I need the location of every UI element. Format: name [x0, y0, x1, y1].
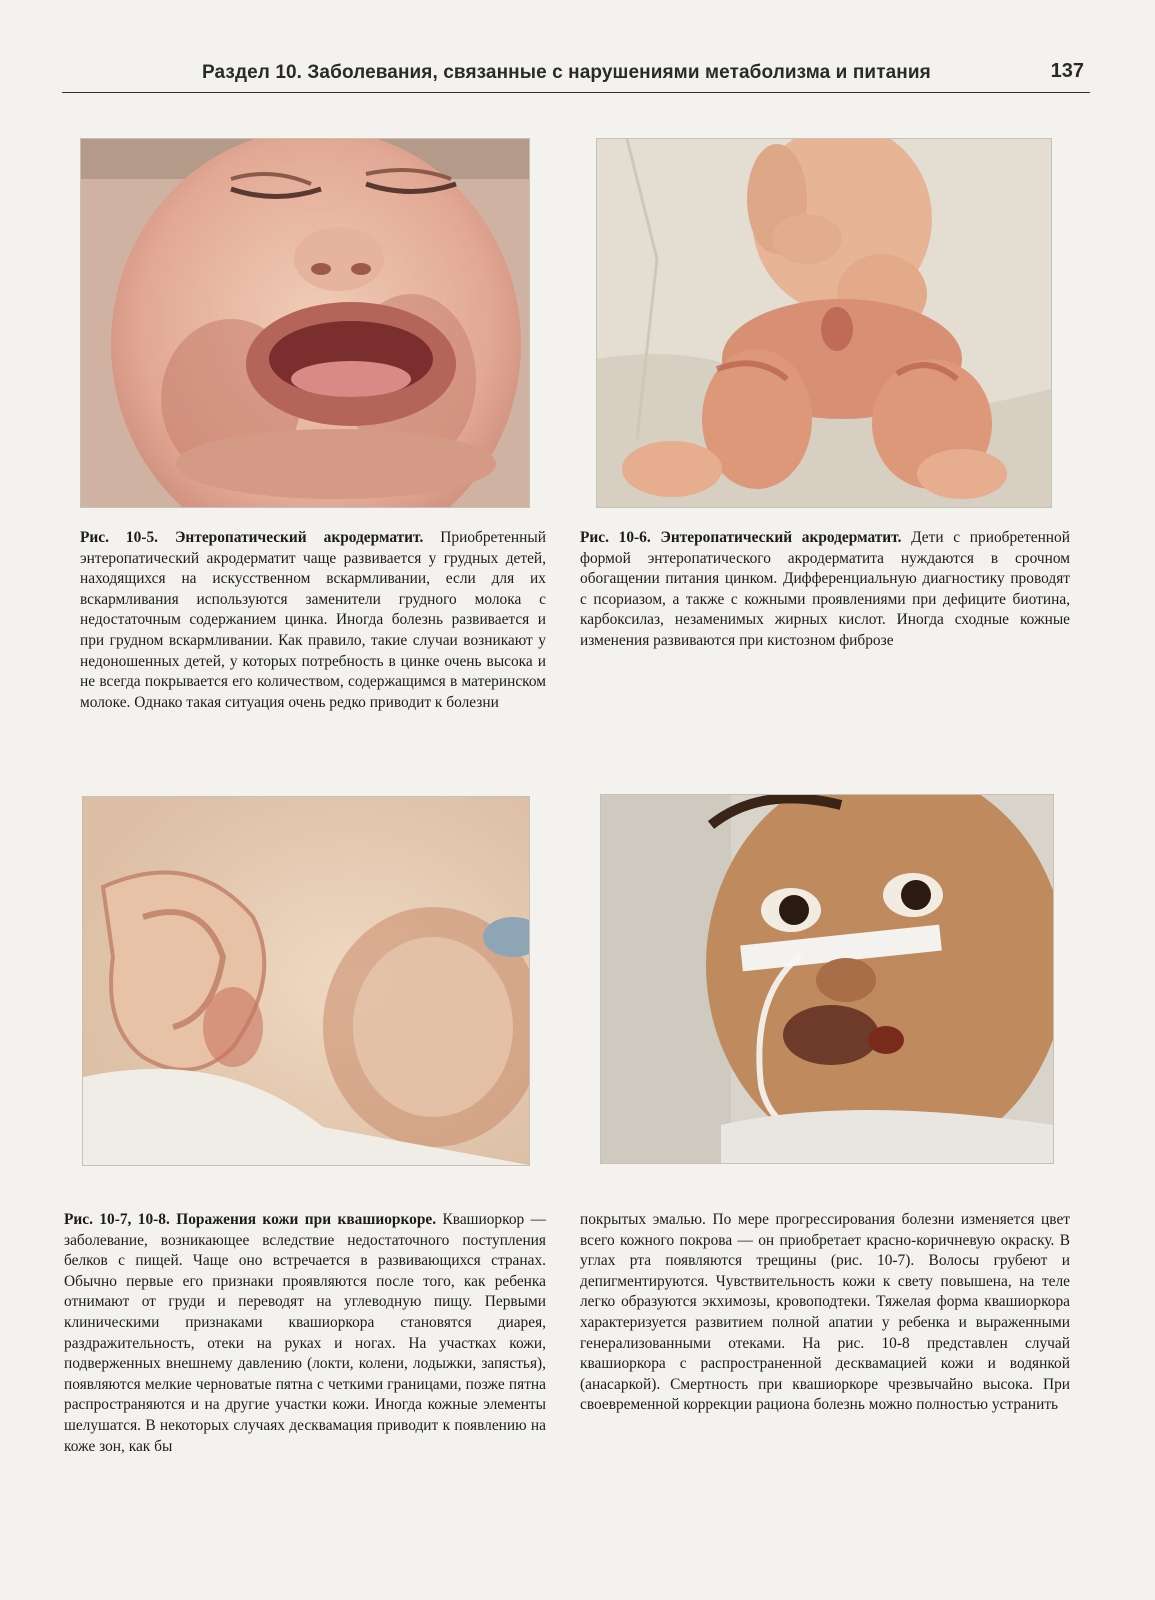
caption-text: Дети с приобретенной формой энтеропатического акродерматита нуждаются в срочном обогащении питания цинком. Дифференциальную диагностику проводят с псориазом, а также с кожными проявлениями при дефиците биотина, карбоксилаз, незаменимых жирных кислот. Иногда сходные кожные изменения развиваются при кистозном фиброзе	[580, 529, 1070, 649]
infant-face-illustration	[81, 139, 529, 507]
photo-fig-10-6	[596, 138, 1052, 508]
photo-fig-10-5	[80, 138, 530, 508]
page-number: 137	[1050, 60, 1084, 82]
caption-label: Рис. 10-6. Энтеропатический акродерматит.	[580, 529, 912, 546]
ear-cheek-illustration	[83, 797, 529, 1165]
caption-label: Рис. 10-5. Энтеропатический акродерматит.	[80, 529, 441, 546]
continuation-text: покрытых эмалью. По мере прогрессирования болезни изменяется цвет всего кожного покрова — он приобретает красно-коричневую окраску. В углах рта появляются трещины (рис. 10-7). Волосы грубеют и депигментируются. Чувствительность кожи к свету повышена, на теле легко образуются экхимозы, кровоподтеки. Тяжелая форма квашиоркора характеризуется развитием полной апатии у ребенка и выраженными генерализованными отеками. На рис. 10-8 представлен случай квашиоркора с распространенной десквамацией кожи и водянкой (анасаркой). Смертность при квашиоркоре чрезвычайно высока. При своевременной коррекции рациона болезнь можно полностью устранить	[580, 1211, 1070, 1414]
caption-fig-10-5	[80, 528, 546, 713]
caption-text: Квашиоркор — заболевание, возникающее вследствие недостаточного поступления белков с пищей. Чаще оно встречается в развивающихся странах. Обычно первые его признаки проявляются после того, как ребенка отнимают от груди и переводят на углеводную пищу. Первыми клиническими признаками квашиоркора становятся диарея, раздражительность, отеки на руках и ногах. На участках кожи, подверженных внешнему давлению (локти, колени, лодыжки, запястья), появляются мелкие черноватые пятна с четкими границами, позже пятна распространяются и на другие участки кожи. Иногда кожные элементы шелушатся. В некоторых случаях десквамация приводит к появлению на коже зон, как бы	[64, 1211, 546, 1455]
caption-text: Приобретенный энтеропатический акродерматит чаще развивается у грудных детей, находящихся на искусственном вскармливании, если для их вскармливания используются заменители грудного молока с недостаточным содержанием цинка. Иногда болезнь развивается и при грудном вскармливании. Как правило, такие случаи возникают у недоношенных детей, у которых потребность в цинке очень высока и не всегда покрывается его количеством, содержащимся в материнском молоке. Однако такая ситуация очень редко приводит к болезни	[80, 529, 546, 711]
caption-label: Рис. 10-7, 10-8. Поражения кожи при квашиоркоре.	[64, 1211, 443, 1228]
photo-fig-10-8	[600, 794, 1054, 1164]
section-title: Раздел 10. Заболевания, связанные с нарушениями метаболизма и питания	[202, 62, 931, 83]
caption-fig-10-6	[580, 528, 1070, 652]
photo-fig-10-7	[82, 796, 530, 1166]
child-face-illustration	[601, 795, 1053, 1163]
caption-fig-10-7-10-8	[64, 1210, 546, 1457]
infant-body-illustration	[597, 139, 1051, 507]
caption-continuation	[580, 1210, 1070, 1416]
running-header	[62, 58, 1090, 93]
